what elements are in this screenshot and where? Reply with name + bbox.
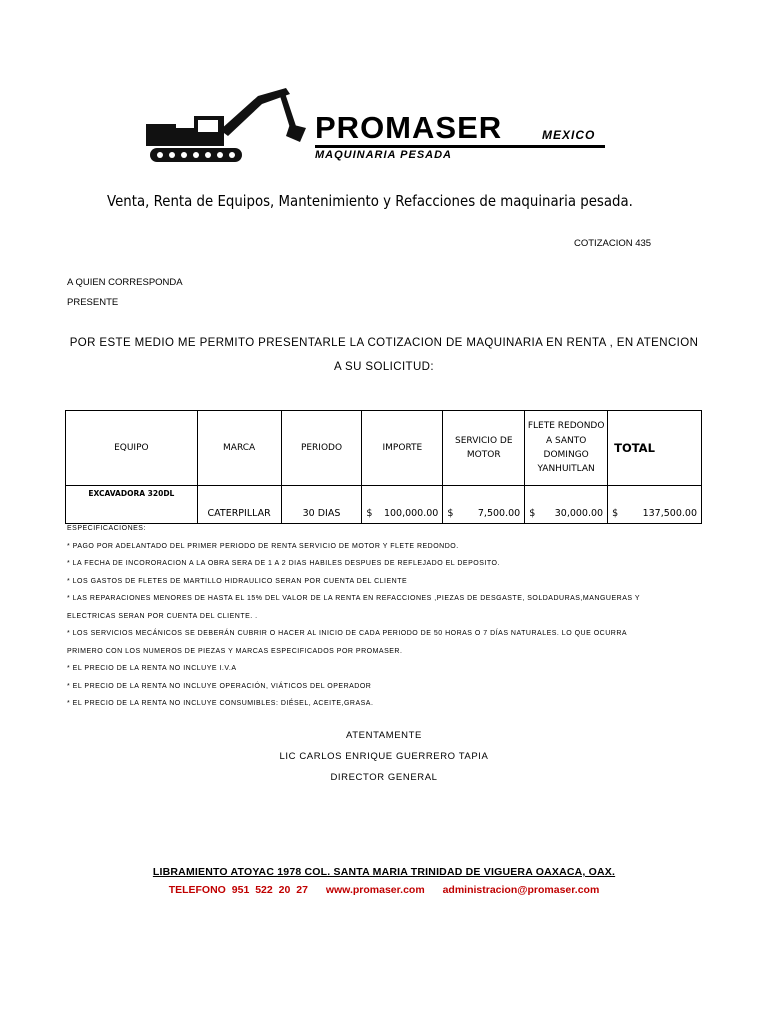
specifications — [67, 520, 707, 713]
cell-servicio — [443, 486, 525, 524]
footer-phone: TELEFONO 951 522 20 27 — [168, 884, 308, 896]
table-row — [66, 486, 702, 524]
spec-item: * LOS SERVICIOS MECÁNICOS SE DEBERÁN CUBRIR O HACER AL INICIO DE CADA PERIODO DE 50 HORAS O 7 DÍAS NATURALES. LO QUE OCURRA — [67, 630, 628, 637]
header-importe: IMPORTE — [362, 411, 443, 486]
servicio-value: 7,500.00 — [477, 508, 521, 519]
currency-symbol: $ — [447, 508, 454, 519]
currency-symbol: $ — [529, 508, 536, 519]
specs-heading: ESPECIFICACIONES: — [67, 525, 146, 532]
cell-marca: CATERPILLAR — [197, 486, 281, 524]
header-servicio: SERVICIO DE MOTOR — [443, 411, 525, 486]
spec-item: * PAGO POR ADELANTADO DEL PRIMER PERIODO DE RENTA SERVICIO DE MOTOR Y FLETE REDONDO. — [67, 542, 459, 550]
intro-line-1: POR ESTE MEDIO ME PERMITO PRESENTARLE LA COTIZACION DE MAQUINARIA EN RENTA , EN ATENCION — [69, 337, 699, 349]
company-tagline: Venta, Renta de Equipos, Mantenimiento y Refacciones de maquinaria pesada. — [107, 192, 633, 210]
excavator-icon — [140, 78, 322, 170]
quote-number: COTIZACION 435 — [574, 238, 652, 249]
cell-total — [608, 486, 702, 524]
flete-value: 30,000.00 — [554, 508, 604, 519]
greeting-to: A QUIEN CORRESPONDA — [67, 277, 183, 288]
spec-item: * LOS GASTOS DE FLETES DE MARTILLO HIDRAULICO SERAN POR CUENTA DEL CLIENTE — [67, 577, 408, 585]
intro-line-2: A SU SOLICITUD: — [334, 361, 434, 373]
cell-flete — [525, 486, 608, 524]
greeting-present: PRESENTE — [67, 297, 119, 308]
quote-table — [65, 410, 702, 524]
footer-website[interactable]: www.promaser.com — [325, 884, 425, 896]
currency-symbol: $ — [366, 508, 373, 519]
header-periodo: PERIODO — [281, 411, 362, 486]
header-equipo: EQUIPO — [66, 411, 198, 486]
footer-email[interactable]: administracion@promaser.com — [442, 884, 600, 896]
spec-item: PRIMERO CON LOS NUMEROS DE PIEZAS Y MARCAS ESPECIFICADOS POR PROMASER. — [67, 647, 403, 655]
total-value: 137,500.00 — [642, 508, 697, 519]
signature-closing: ATENTAMENTE — [346, 730, 422, 741]
header-flete: FLETE REDONDO A SANTO DOMINGO YANHUITLAN — [525, 411, 608, 486]
signature-name: LIC CARLOS ENRIQUE GUERRERO TAPIA — [279, 751, 489, 762]
spec-item: * LAS REPARACIONES MENORES DE HASTA EL 15% DEL VALOR DE LA RENTA EN REFACCIONES ,PIEZAS DE DESGASTE, SOLDADURAS,MANGUERAS Y — [67, 595, 641, 602]
signature-title: DIRECTOR GENERAL — [330, 772, 438, 783]
spec-item: * EL PRECIO DE LA RENTA NO INCLUYE CONSUMIBLES: DIÉSEL, ACEITE,GRASA. — [67, 700, 374, 707]
table-header-row — [66, 411, 702, 486]
cell-equipo: EXCAVADORA 320DL — [66, 486, 198, 524]
brand-name: PROMASER — [315, 110, 503, 145]
cell-importe — [362, 486, 443, 524]
brand-tagline: MAQUINARIA PESADA — [315, 149, 452, 161]
currency-symbol: $ — [612, 508, 619, 519]
spec-item: ELECTRICAS SERAN POR CUENTA DEL CLIENTE. . — [67, 612, 258, 620]
cell-periodo: 30 DIAS — [281, 486, 362, 524]
footer-contact — [0, 884, 768, 896]
header-marca: MARCA — [197, 411, 281, 486]
footer-address: LIBRAMIENTO ATOYAC 1978 COL. SANTA MARIA TRINIDAD DE VIGUERA OAXACA, OAX. — [152, 866, 616, 878]
spec-item: * EL PRECIO DE LA RENTA NO INCLUYE I.V.A — [67, 665, 237, 672]
brand-divider — [315, 145, 605, 148]
spec-item: * EL PRECIO DE LA RENTA NO INCLUYE OPERACIÓN, VIÁTICOS DEL OPERADOR — [67, 682, 372, 690]
importe-value: 100,000.00 — [383, 508, 439, 519]
header-total: TOTAL — [608, 411, 702, 486]
brand-country: MEXICO — [542, 128, 596, 142]
spec-item: * LA FECHA DE INCORORACION A LA OBRA SERA DE 1 A 2 DIAS HABILES DESPUES DE REFLEJADO EL DEPOSITO. — [67, 560, 500, 567]
